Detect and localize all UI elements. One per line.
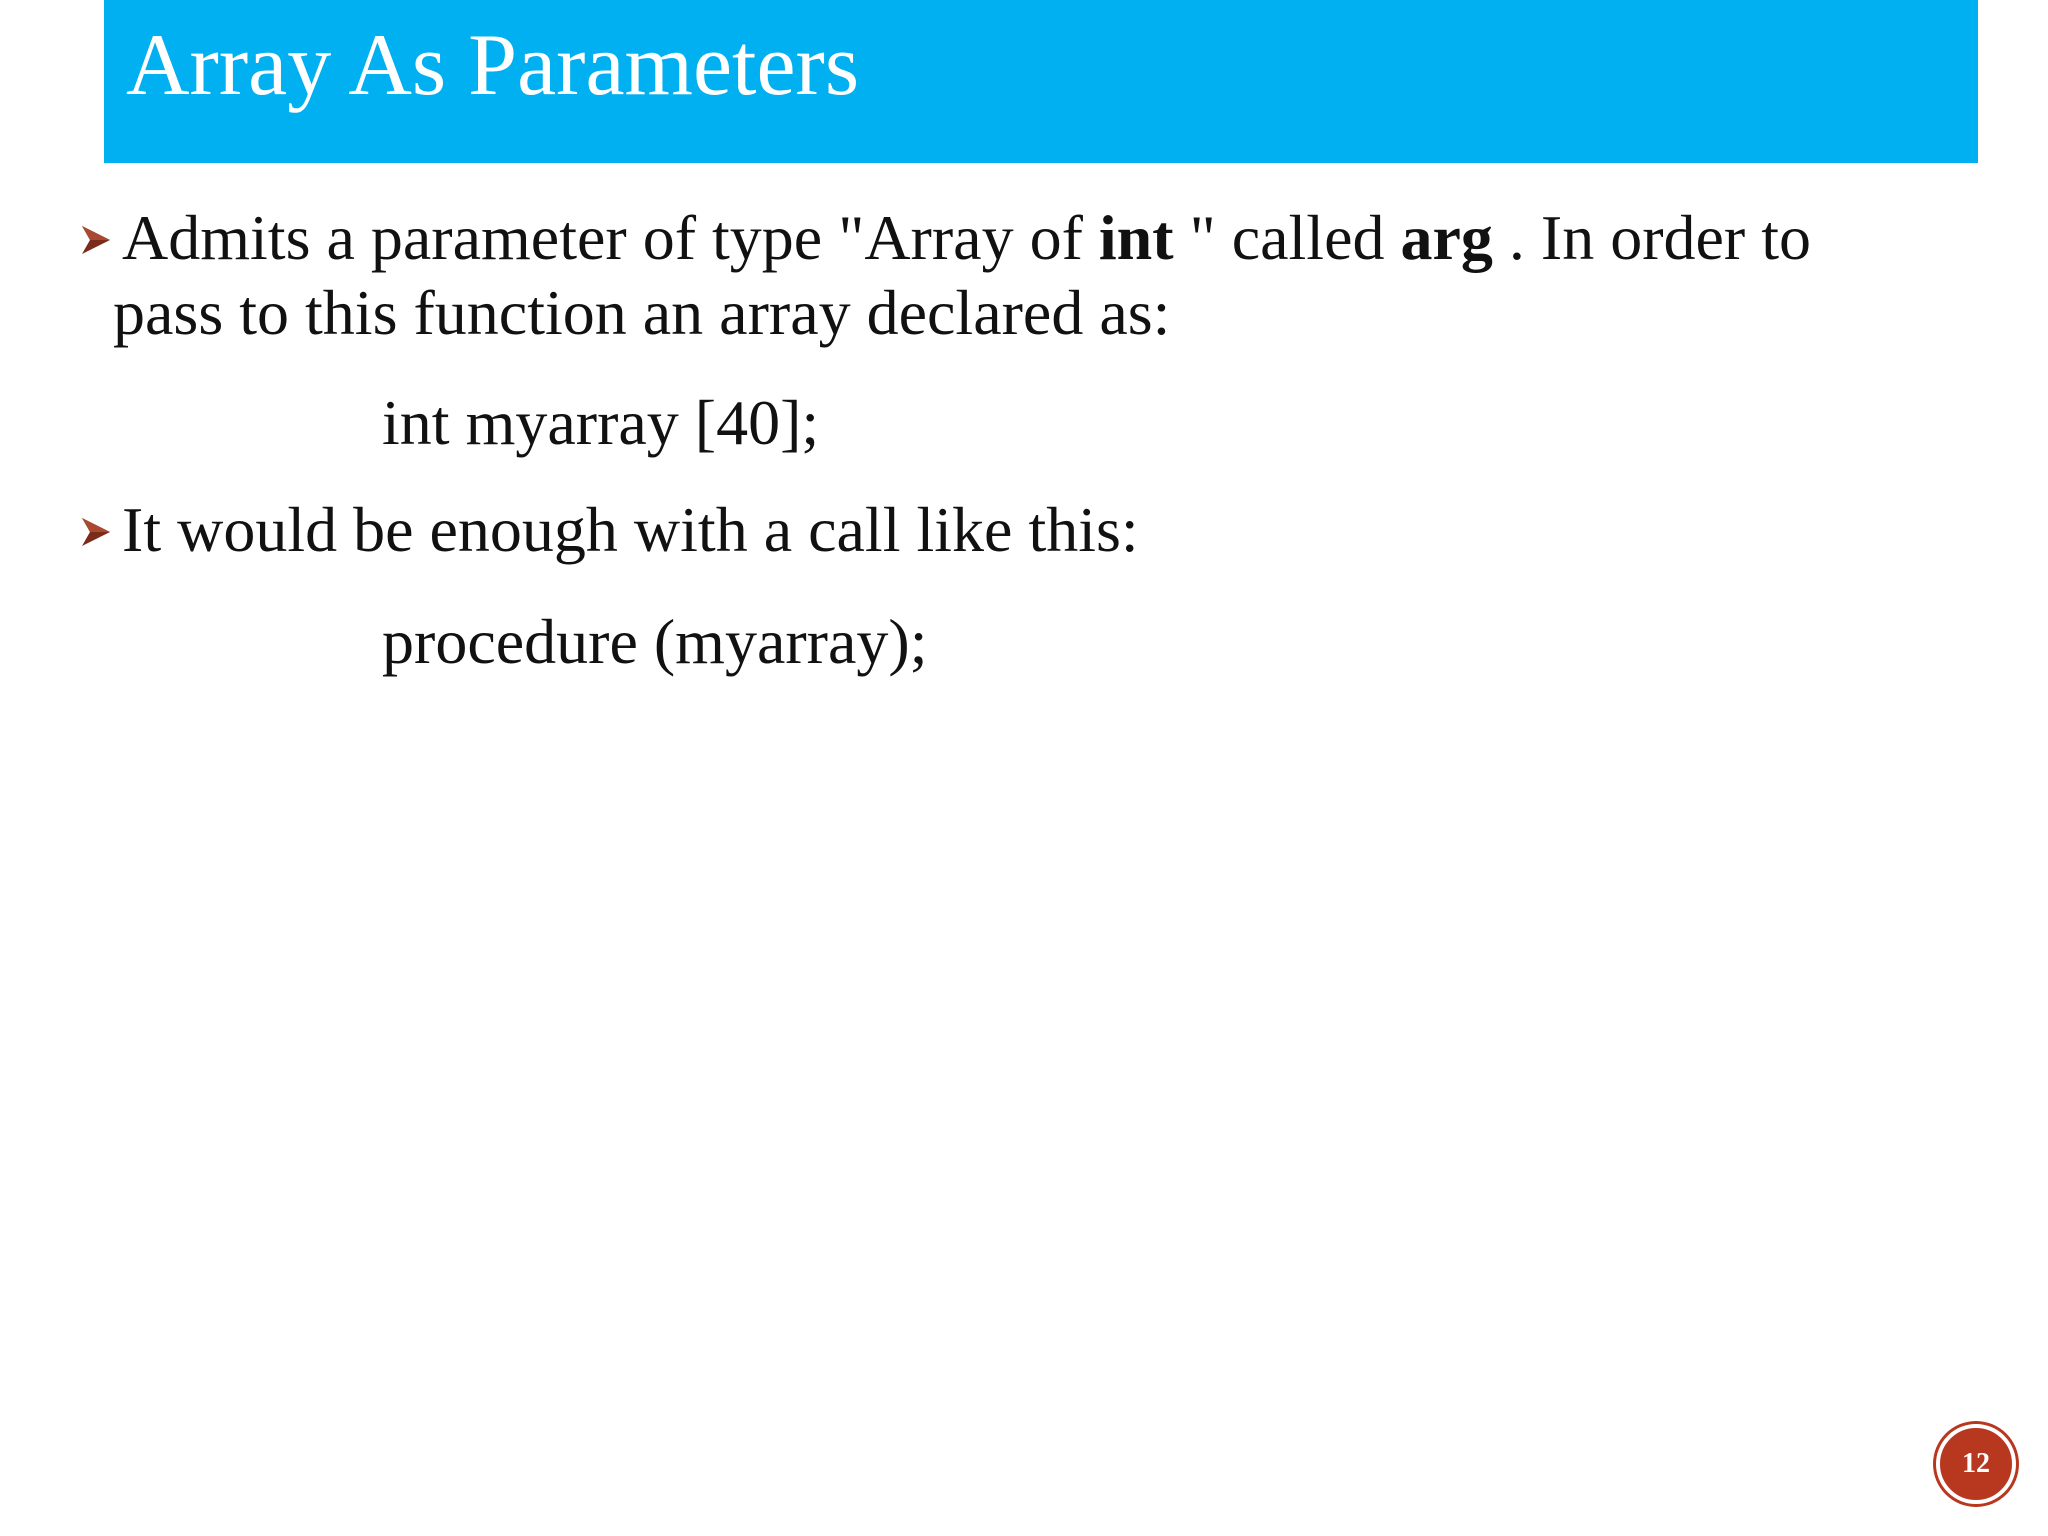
bullet-1-text-b: " called <box>1173 202 1401 273</box>
bullet-1-bold-arg: arg <box>1400 202 1493 273</box>
bullet-1-bold-int: int <box>1098 202 1174 273</box>
bullet-1-line-2: pass to this function an array declared as: <box>113 277 1171 348</box>
page-number-badge <box>1936 1424 2016 1504</box>
bullet-2: It would be enough with a call like this: <box>122 494 1139 565</box>
bullet-1-text-c: . In order to <box>1492 202 1811 273</box>
code-declaration: int myarray [40]; <box>382 387 820 458</box>
right-arrowhead-icon <box>78 514 114 550</box>
slide-title: Array As Parameters <box>126 17 860 114</box>
bullet-1-text-a: Admits a parameter of type "Array of <box>122 202 1099 273</box>
page-number: 12 <box>1962 1448 1990 1479</box>
code-call: procedure (myarray); <box>382 606 928 677</box>
bullet-1-line-1 <box>122 202 1811 273</box>
right-arrowhead-icon <box>78 222 114 258</box>
